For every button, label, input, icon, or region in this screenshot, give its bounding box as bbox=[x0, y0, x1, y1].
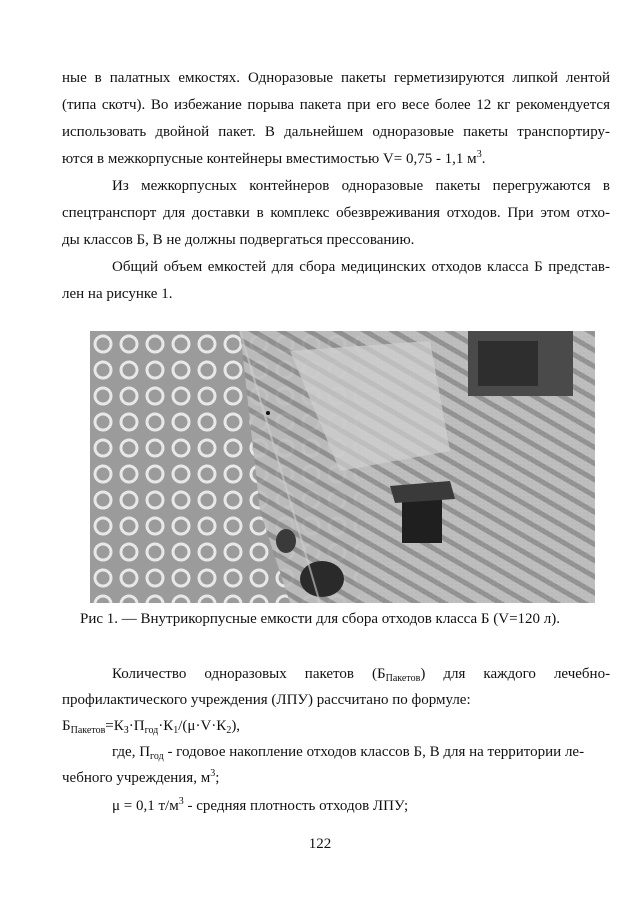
text-line: ды классов Б, В не должны подвергаться прессованию. bbox=[62, 232, 415, 248]
text-line: спецтранспорт для доставки в комплекс обезвреживания отходов. При этом отхо- bbox=[62, 205, 610, 221]
text-line: где, $П_{год}$ - годовое накопление отходов классов Б, В для на территории ле- bbox=[112, 744, 585, 762]
text-line: профилактического учреждения (ЛПУ) рассчитано по формуле: bbox=[62, 692, 471, 708]
text-line: чебного учреждения, $м^3$; bbox=[62, 768, 220, 786]
text-line: ные в палатных емкостях. Одноразовые пакеты герметизируются липкой лентой bbox=[62, 70, 610, 86]
text-line: Общий объем емкостей для сбора медицинских отходов класса Б представ- bbox=[112, 259, 610, 275]
figure-caption: Рис 1. — Внутрикорпусные емкости для сбора отходов класса Б (V=120 л). bbox=[79, 611, 561, 627]
text-line: лен на рисунке 1. bbox=[62, 286, 173, 302]
text-line: ются в межкорпусные контейнеры вместимостью V= 0,75 - 1,1 $м^3$. bbox=[62, 149, 486, 167]
formula: $Б_{Пакетов}=К_З\cdot П_{год}\cdot К_1/(\mu\cdot V\cdot К_2)$, bbox=[62, 718, 241, 736]
text-line: (типа скотч). Во избежание порыва пакета при его весе более 12 кг рекомендуется bbox=[62, 97, 610, 113]
text-line: Из межкорпусных контейнеров одноразовые пакеты перегружаются в bbox=[112, 178, 610, 194]
text-line: использовать двойной пакет. В дальнейшем одноразовые пакеты транспортиру- bbox=[62, 124, 610, 140]
text-line: Количество одноразовых пакетов $(Б_{Пакетов})$ для каждого лечебно- bbox=[112, 666, 611, 684]
text-line: μ = 0,1 $т/м^3$ - средняя плотность отходов ЛПУ; bbox=[112, 796, 409, 814]
page-number: 122 bbox=[308, 836, 332, 852]
containers-photo bbox=[90, 331, 595, 603]
figure-photo bbox=[90, 331, 595, 603]
